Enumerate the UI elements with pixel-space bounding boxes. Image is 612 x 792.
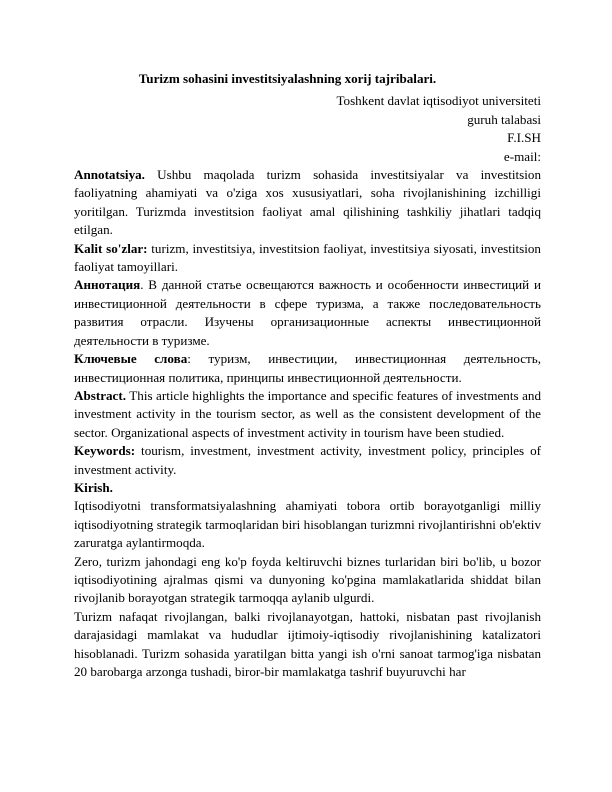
abstract-en-label: Abstract. <box>74 387 126 403</box>
keywords-uz <box>74 240 541 277</box>
keywords-en-label: Keywords: <box>74 443 136 459</box>
author-name: F.I.SH <box>507 130 541 146</box>
keywords-ru <box>74 350 541 387</box>
author-role: guruh talabasi <box>467 111 541 127</box>
intro-paragraph: Turizm nafaqat rivojlangan, balki rivojlanayotgan, hattoki, nisbatan past rivojlanish darajasidagi mamlakat va hududlar ijtimoiy-iqtisodiy rivojlanishining katalizatori hisoblanadi. Turizm sohasida yaratilgan bitta yangi ish o'rni sanoat tarmog'iga nisbatan 20 barobarga arzonga tushadi, biror-bir mamlakatga tashrif buyuruvchi har <box>74 608 541 679</box>
keywords-ru-label: Ключевые слова <box>74 351 188 367</box>
keywords-ru-text: : туризм, инвестиции, инвестиционная деятельность, инвестиционная политика, принципы инвестиционной деятельности. <box>74 351 541 385</box>
abstract-en-text: This article highlights the importance and specific features of investments and investment activity in the tourism sector, as well as the consistent development of the sector. Organizational aspects of investment activity in tourism have been studied. <box>74 387 541 440</box>
author-block <box>74 92 541 166</box>
keywords-en <box>74 442 541 479</box>
annotation-uz-label: Annotatsiya. <box>74 167 145 183</box>
annotation-uz-text: Ushbu maqolada turizm sohasida investitsiyalar va investitsion faoliyatning ahamiyati va o'ziga xos xususiyatlari, soha rivojlanishining izchilligi yoritilgan. Turizmda investitsion faoliyat amal qilishining tashkiliy jihatlari tadqiq etilgan. <box>74 167 541 238</box>
annotation-ru-text: . В данной статье освещаются важность и особенности инвестиций и инвестиционной деятельности в сфере туризма, а также последовательность развития отрасли. Изучены организационные аспекты инвестиционной деятельности в туризме. <box>74 277 541 348</box>
author-affiliation: Toshkent davlat iqtisodiyot universiteti <box>336 93 541 109</box>
section-heading-intro: Kirish. <box>74 479 113 495</box>
intro-paragraph: Zero, turizm jahondagi eng ko'p foyda keltiruvchi biznes turlaridan biri bo'lib, u bozor iqtisodiyotining ajralmas qismi va dunyoning ko'pgina mamlakatlarida shiddat bilan rivojlanib borayotgan strategik tarmoqqa aylanib ulgurdi. <box>74 553 541 606</box>
keywords-uz-label: Kalit so'zlar: <box>74 240 148 256</box>
keywords-uz-text: turizm, investitsiya, investitsion faoliyat, investitsiya siyosati, investitsion faoliyat tamoyillari. <box>74 240 541 275</box>
intro-paragraph: Iqtisodiyotni transformatsiyalashning ahamiyati tobora ortib borayotganligi milliy iqtisodiyotning strategik tarmoqlaridan biri hisoblangan turizmni rivojlantirishni ob'ektiv zaruratga aylantirmoqda. <box>74 498 541 551</box>
keywords-en-text: tourism, investment, investment activity, investment policy, principles of investment activity. <box>74 443 541 477</box>
author-email: e-mail: <box>503 148 541 164</box>
document-page <box>74 70 541 681</box>
annotation-ru <box>74 276 541 350</box>
annotation-ru-label: Аннотация <box>74 277 141 293</box>
abstract-en <box>74 387 541 442</box>
annotation-uz <box>74 166 541 240</box>
article-title: Turizm sohasini investitsiyalashning xorij tajribalari. <box>138 71 437 86</box>
